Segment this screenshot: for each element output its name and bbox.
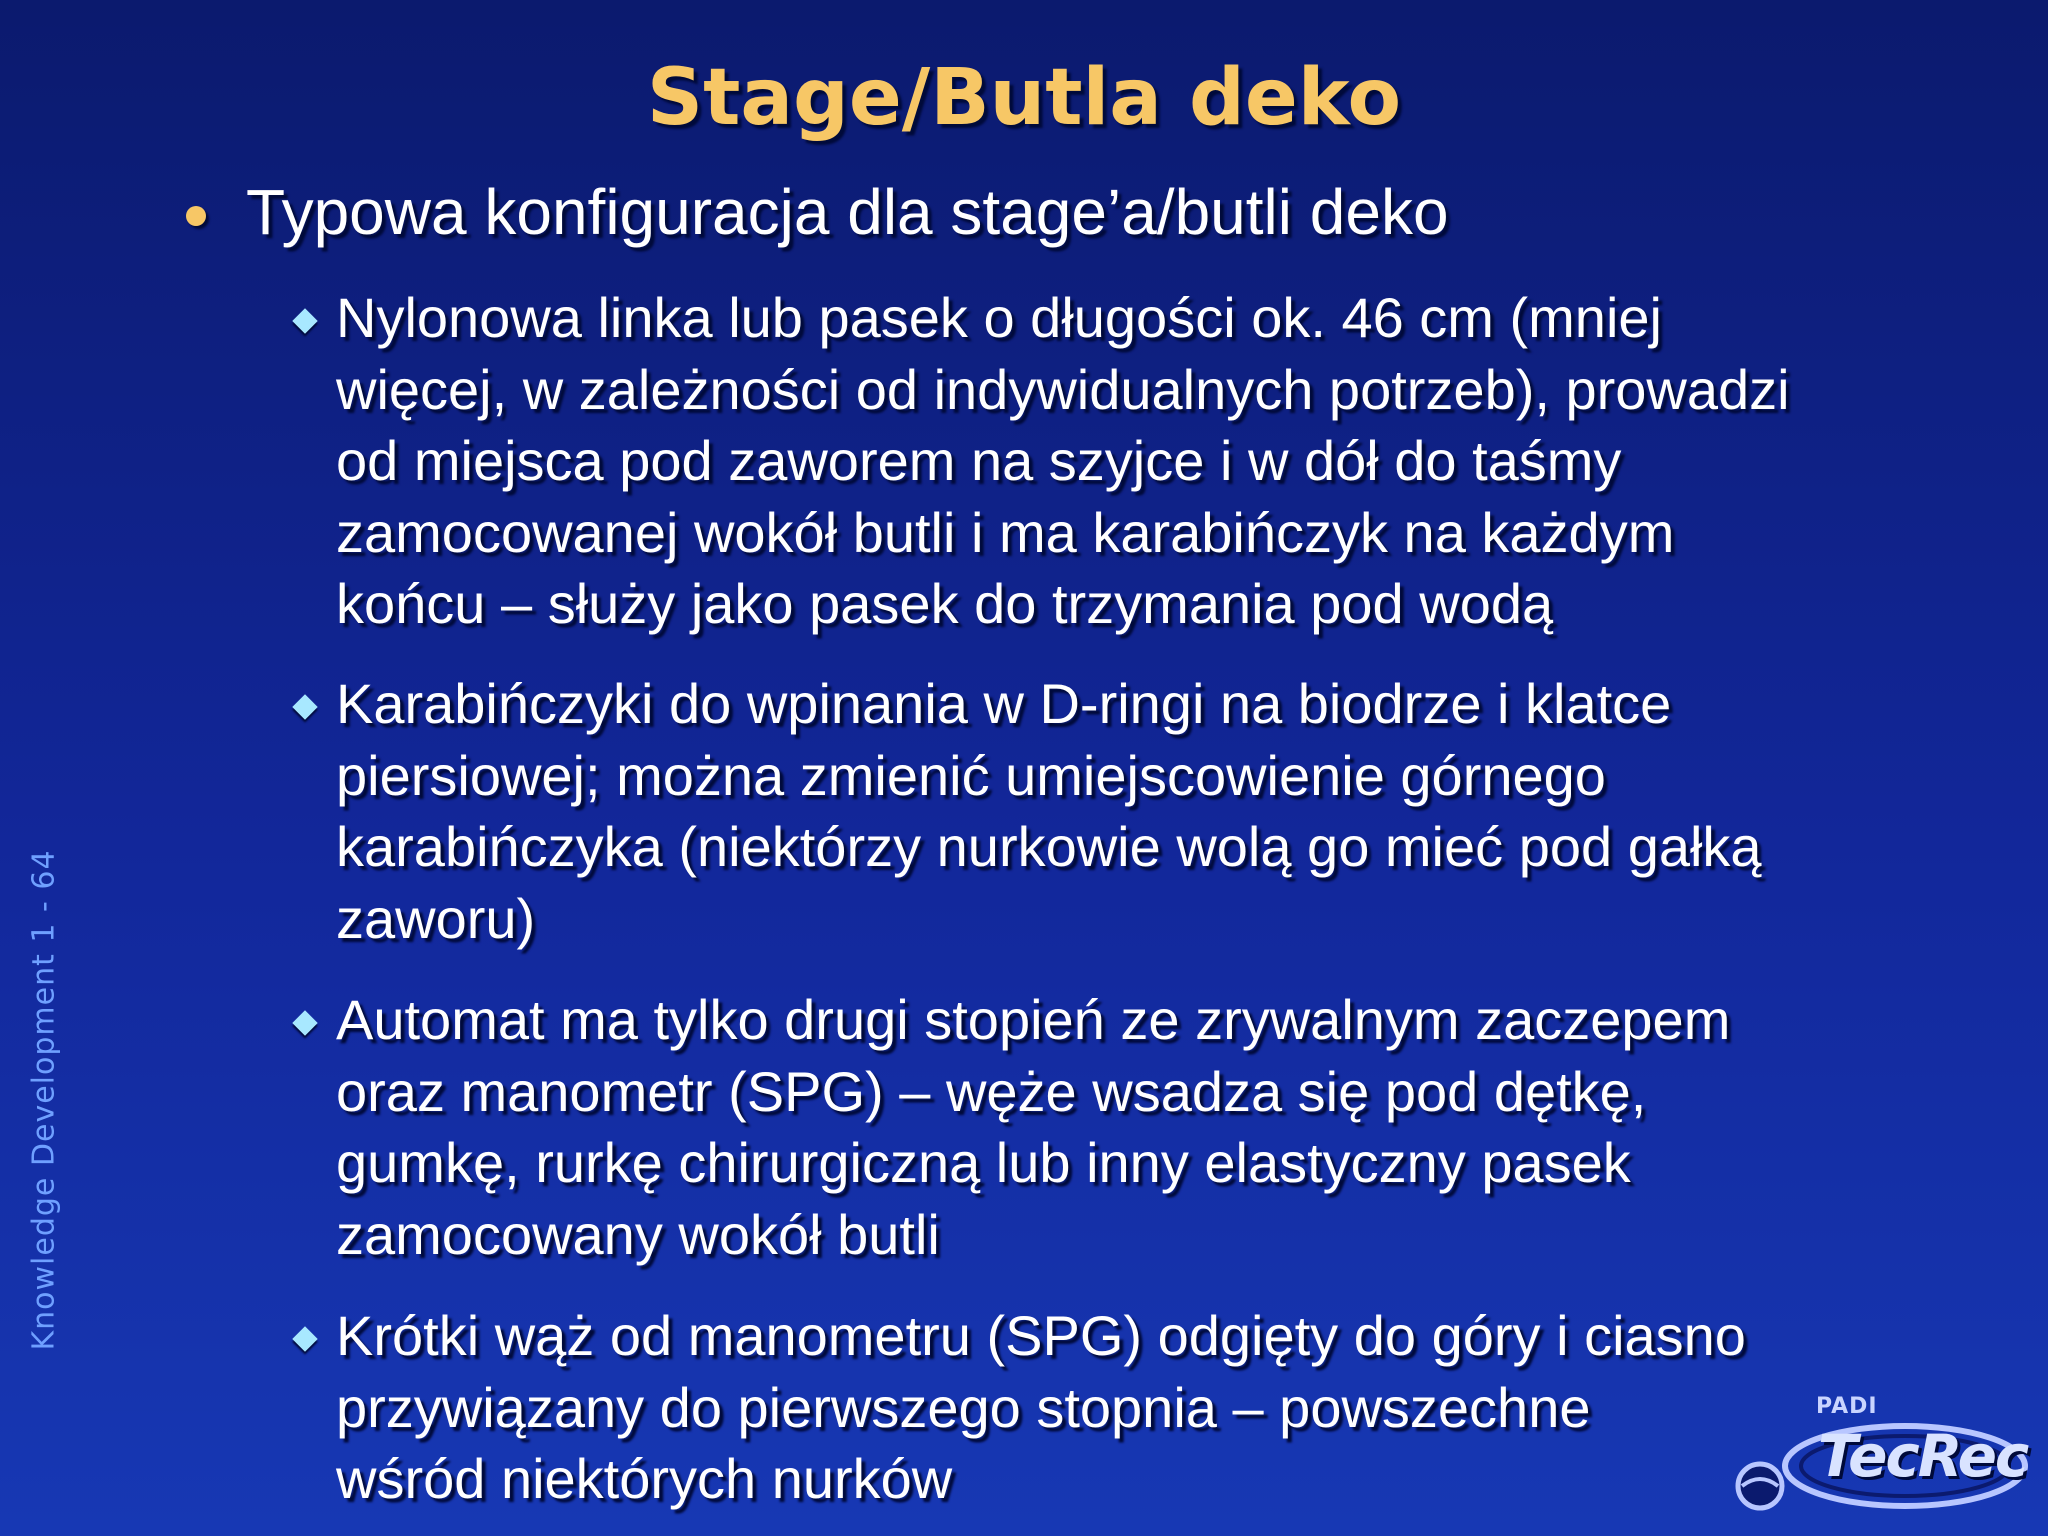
sub-bullet-text: Krótki wąż od manometru (SPG) odgięty do góry i ciasno przywiązany do pierwszego stopnia – powszechne wśród niektórych nurków — [336, 1304, 1746, 1510]
logo-org-text: PADI — [1816, 1394, 1878, 1419]
main-bullet-text: Typowa konfiguracja dla stage’a/butli deko — [246, 176, 1449, 248]
diamond-bullet-icon — [292, 1010, 317, 1035]
sub-bullet-text: Karabińczyki do wpinania w D-ringi na biodrze i klatce piersiowej; można zmienić umiejscowienie górnego karabińczyka (niektórzy nurkowie wolą go mieć pod gałką zaworu) — [336, 672, 1762, 950]
padi-tecrec-logo — [1700, 1386, 2030, 1526]
diamond-bullet-icon — [292, 694, 317, 719]
sub-bullet-item — [336, 984, 1976, 1270]
sub-bullet-text: Automat ma tylko drugi stopień ze zrywalnym zaczepem oraz manometr (SPG) – węże wsadza się pod dętkę, gumkę, rurkę chirurgiczną lub inny elastyczny pasek zamocowany wokół butli — [336, 988, 1731, 1266]
sub-bullet-text: Nylonowa linka lub pasek o długości ok. 46 cm (mniej więcej, w zależności od indywidualnych potrzeb), prowadzi od miejsca pod zaworem na szyjce i w dół do taśmy zamocowanej wokół butli i ma karabińczyk na każdym końcu – służy jako pasek do trzymania pod wodą — [336, 286, 1790, 635]
logo-name-text: TecRec — [1818, 1422, 2028, 1490]
slide-footer-label: Knowledge Development 1 - 64 — [26, 849, 62, 1351]
slide-title: Stage/Butla deko — [646, 53, 1402, 143]
diamond-bullet-icon — [292, 308, 317, 333]
diamond-bullet-icon — [292, 1326, 317, 1351]
sub-bullet-item — [336, 668, 1976, 954]
sub-bullet-item — [336, 282, 1976, 640]
bullet-dot-icon — [186, 206, 206, 226]
